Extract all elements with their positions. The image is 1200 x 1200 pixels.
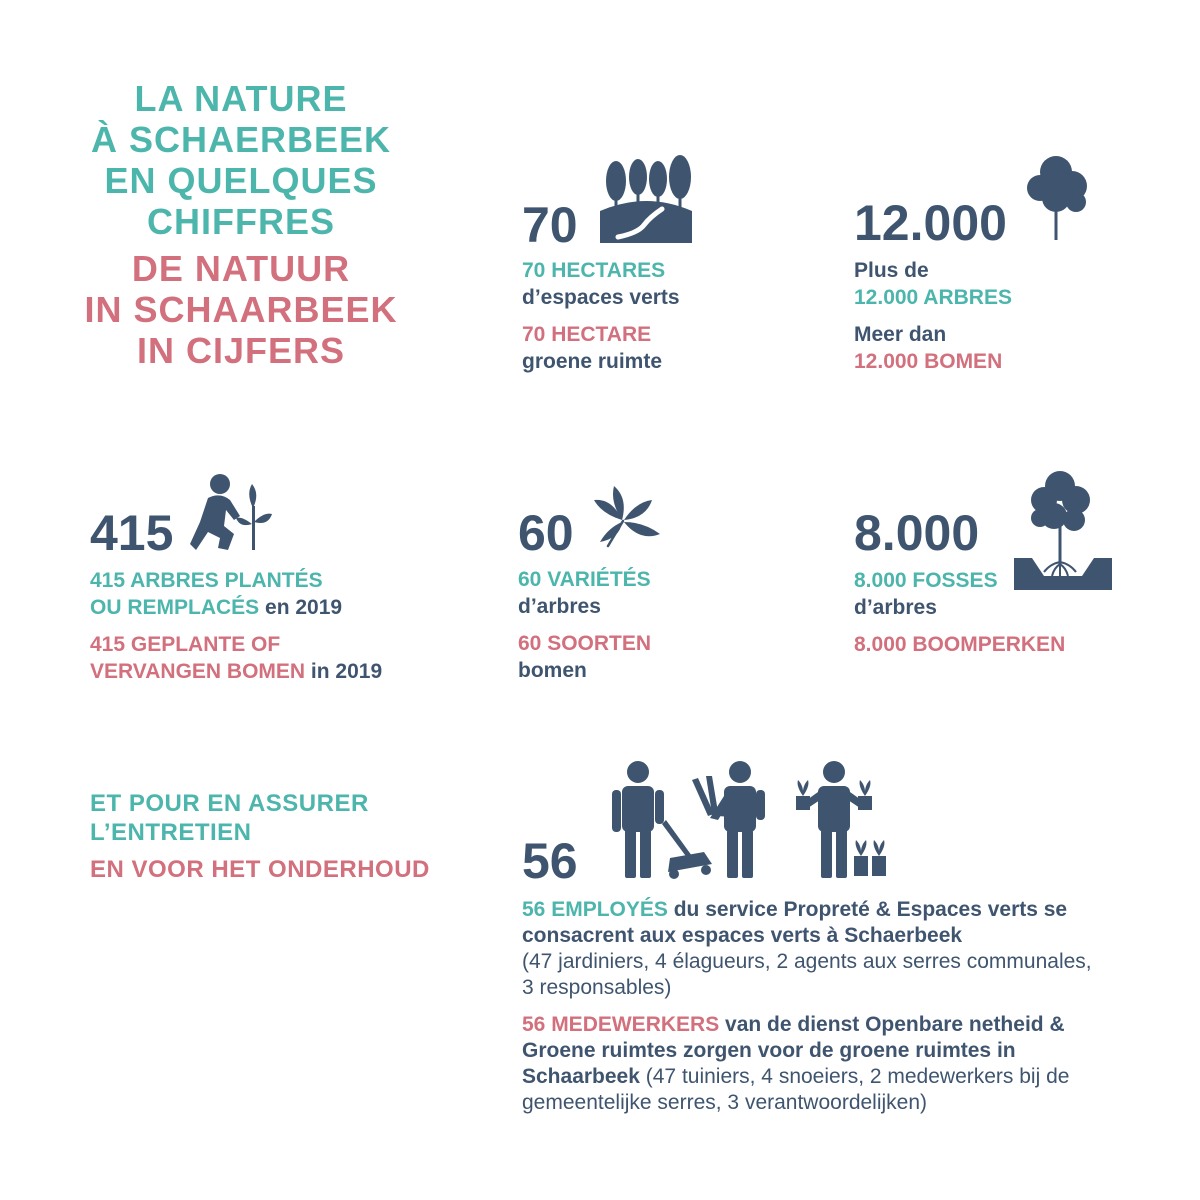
stat-trees-nl-highlight: 12.000 BOMEN [854,350,1003,373]
pruner-shears-icon [690,760,774,880]
maintenance-fr-title-1: ET POUR EN ASSURER [90,790,369,817]
title-nl [60,248,422,371]
stat-varieties-fr-highlight: 60 VARIÉTÉS [518,568,651,591]
stat-hectares-number: 70 [522,197,578,253]
stat-varieties-nl-text: bomen [518,659,587,682]
stat-planted-fr-suffix: en 2019 [259,596,343,619]
title-fr [60,78,422,242]
stat-trees-nl-prefix: Meer dan [854,323,947,346]
maintenance-nl-bold: van de dienst Openbare netheid & Groene ruimtes zorgen voor de groene ruimtes in Schaarbeek [522,1013,1065,1088]
maintenance-nl-highlight: 56 MEDEWERKERS [522,1013,720,1036]
stat-varieties-number: 60 [518,505,574,561]
maintenance-number: 56 [522,833,578,889]
stat-trees-fr-prefix: Plus de [854,259,929,282]
maintenance-fr-bold: du service Propreté & Espaces verts se consacrent aux espaces verts à Schaerbeek [522,898,1068,947]
title-fr-line: LA NATURE [134,78,348,119]
stat-trees-text [854,257,1114,385]
maintenance-nl-title: EN VOOR HET ONDERHOUD [90,856,430,883]
stat-pits-fr-text: d’arbres [854,596,937,619]
maintenance-fr-text [522,897,1102,1001]
chestnut-leaf-icon [592,484,662,550]
maintenance-nl-text [522,1012,1102,1116]
stat-hectares-text [522,257,782,385]
stat-planted-nl-highlight-2: VERVANGEN BOMEN [90,660,306,683]
stat-hectares-nl-text: groene ruimte [522,350,663,373]
title-fr-line: CHIFFRES [147,201,335,242]
stat-pits-number: 8.000 [854,505,980,561]
stat-planted-fr-highlight-2: OU REMPLACÉS [90,596,260,619]
title-nl-line: IN CIJFERS [136,330,346,371]
greenhouse-worker-icon [792,760,892,880]
stat-planted-fr-highlight-1: 415 ARBRES PLANTÉS [90,569,323,592]
stat-hectares-fr-text: d’espaces verts [522,286,680,309]
stat-hectares-nl-highlight: 70 HECTARE [522,323,652,346]
title-nl-line: IN SCHAARBEEK [84,289,398,330]
stat-planted-nl-highlight-1: 415 GEPLANTE OF [90,633,281,656]
stat-varieties-nl-highlight: 60 SOORTEN [518,632,652,655]
maintenance-fr-highlight: 56 EMPLOYÉS [522,898,668,921]
stat-hectares-fr-highlight: 70 HECTARES [522,259,666,282]
main-title [60,78,422,371]
maintenance-fr-title-2: L’ENTRETIEN [90,819,252,846]
stat-planted-text [90,567,450,695]
maintenance-nl-light: (47 tuiniers, 4 snoeiers, 2 medewerkers bij de gemeentelijke serres, 3 verantwoordelijken) [522,1065,1070,1114]
person-planting-icon [190,472,274,552]
title-nl-line: DE NATUUR [131,248,351,289]
stat-varieties-fr-text: d’arbres [518,595,601,618]
stat-trees-fr-highlight: 12.000 ARBRES [854,286,1012,309]
title-fr-line: EN QUELQUES [104,160,378,201]
stat-pits-fr-highlight: 8.000 FOSSES [854,569,998,592]
stat-pits-nl-highlight: 8.000 BOOMPERKEN [854,633,1066,656]
maintenance-title [90,789,490,884]
stat-pits-text [854,567,1154,668]
park-trees-path-icon [598,153,694,243]
tree-icon [1026,152,1090,242]
stat-planted-nl-suffix: in 2019 [305,660,383,683]
stat-planted-number: 415 [90,505,174,561]
stat-varieties-text [518,566,778,694]
title-fr-line: À SCHAERBEEK [90,119,392,160]
maintenance-fr-light: (47 jardiniers, 4 élagueurs, 2 agents aux serres communales, 3 responsables) [522,950,1092,999]
stat-trees-number: 12.000 [854,195,1007,251]
